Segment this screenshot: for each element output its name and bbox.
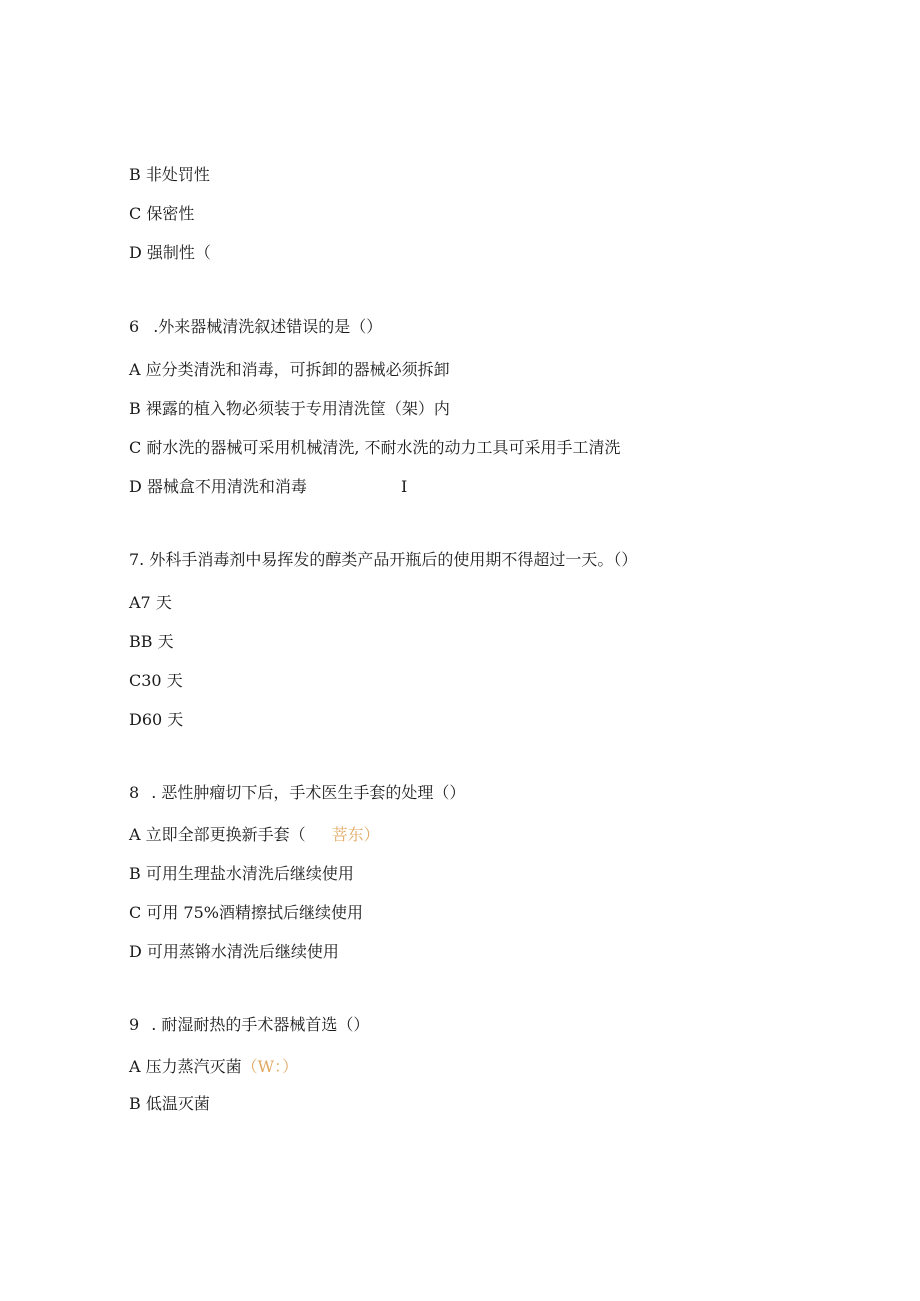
q5-option-c: C 保密性 (129, 204, 195, 223)
q8-option-a-text: A 立即全部更换新手套（ (129, 825, 306, 844)
q5-option-d: D 强制性（ (129, 243, 211, 262)
q7-option-a: A7 天 (129, 593, 172, 612)
q8-answer-mark: 菩东） (331, 825, 380, 844)
q5-option-b: B 非处罚性 (129, 165, 210, 184)
q9-stem: . 耐湿耐热的手术器械首选（） (151, 1015, 370, 1034)
q9-option-a (129, 1057, 298, 1077)
q6-option-b: B 裸露的植入物必须装于专用清洗筐（架）内 (129, 399, 450, 418)
q8-option-b: B 可用生理盐水清洗后继续使用 (129, 864, 354, 883)
q7-option-b: BB 天 (129, 632, 174, 651)
q6-option-c: C 耐水洗的器械可采用机械清洗, 不耐水洗的动力工具可采用手工清洗 (129, 438, 621, 457)
q6-option-a: A 应分类清洗和消毒，可拆卸的器械必须拆卸 (129, 360, 450, 379)
q9-number: 9 (129, 1015, 140, 1034)
q6-option-d: D 器械盒不用清洗和消毒 (129, 477, 307, 496)
q8-stem: . 恶性肿瘤切下后，手术医生手套的处理（） (151, 783, 466, 802)
q9-option-b: B 低温灭菌 (129, 1094, 210, 1113)
text-cursor-mark: I (401, 477, 408, 496)
q6-stem: .外来器械清洗叙述错误的是（） (153, 317, 383, 336)
q7-question: 7. 外科手消毒剂中易挥发的醇类产品开瓶后的使用期不得超过一天。（） (129, 550, 638, 569)
q6-number: 6 (129, 317, 140, 336)
q8-option-d: D 可用蒸锵水清洗后继续使用 (129, 942, 339, 961)
q7-option-c: C30 天 (129, 671, 183, 690)
q9-option-a-text: A 压力蒸汽灭菌 (129, 1057, 242, 1076)
q7-option-d: D60 天 (129, 710, 184, 729)
q9-question (129, 1015, 369, 1035)
q8-option-a (129, 825, 380, 845)
q8-option-c: C 可用 75%酒精擦拭后继续使用 (129, 903, 363, 922)
q9-answer-mark: （W：） (241, 1057, 299, 1076)
q8-question (129, 783, 465, 803)
q6-question (129, 317, 382, 337)
q8-number: 8 (129, 783, 140, 802)
